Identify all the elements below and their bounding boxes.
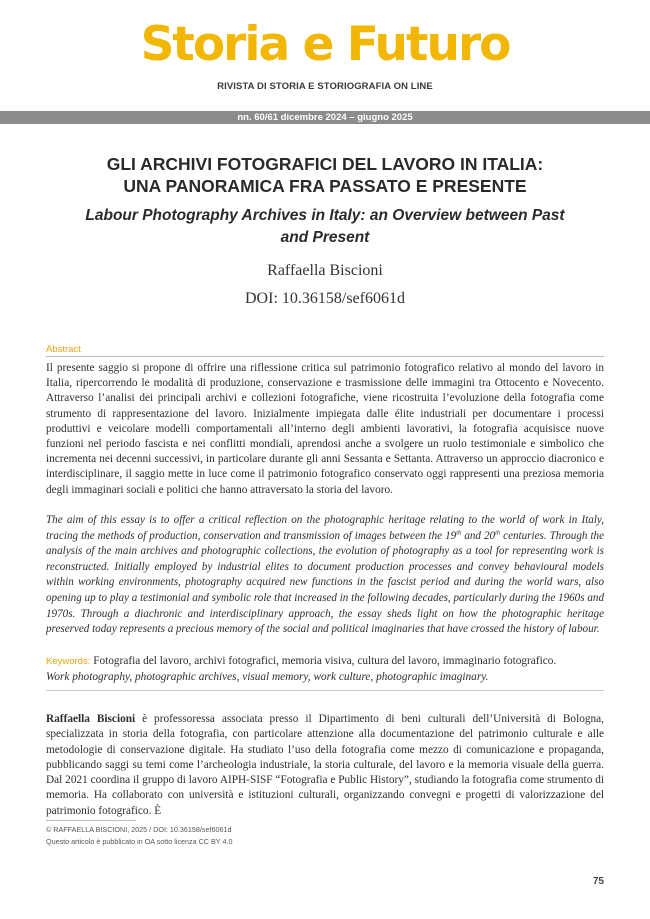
journal-subtitle: RIVISTA DI STORIA E STORIOGRAFIA ON LINE [217, 81, 433, 92]
abstract-italian: Il presente saggio si propone di offrire una riflessione critica sul patrimonio fotografico relativo al mondo del lavoro in Italia, ripercorrendo le modalità di produzione, conservazione e trasmissione delle immagini tra Ottocento e Novecento. Attraverso l’analisi dei principali archivi e collezioni fotografiche, viene ricostruita l’evoluzione della fotografia come strumento di rappresentazione del lavoro. Inizialmente impiegata dalle élite industriali per documentare i processi produttivi e veicolare modelli comportamentali all’interno degli ambienti lavorativi, la fotografia acquisisce nuove funzioni nel periodo fascista e nei conflitti mondiali, aprendosi anche a svolgere un ruolo testimoniale e simbolico che incrementa nei decenni successivi, in particolare durante gli anni Sessanta e Settanta. Attraverso un approccio diacronico e interdisciplinare, il saggio mette in luce come il patrimonio fotografico conservato oggi rappresenti una preziosa memoria degli immaginari sociali e politici che hanno attraversato la storia del lavoro. [46, 362, 604, 496]
title-it-line-1: GLI ARCHIVI FOTOGRAFICI DEL LAVORO IN ITALIA: [106, 154, 544, 174]
article-title-italian [40, 153, 610, 197]
copyright-line: © RAFFAELLA BISCIONI, 2025 / DOI: 10.36158/sef6061d [46, 825, 232, 834]
author-bio [46, 712, 604, 819]
abstract-en-part-3: centuries. Through the analysis of the main archives and photographic collections, the evolution of photography as a tool for representing work is reconstructed. Initially employed by industrial elites to document production processes and convey behavioural models within working environments, photography acquired new functions in the fascist period and during the world wars, also opening up to play a testimonial and symbolic role that increased in the following decades, particularly during the 1960s and 1970s. Through a diachronic and interdisciplinary approach, the essay sheds light on how the photographic heritage preserved today represents a precious memory of the social and political imaginaries that have crossed the history of labour. [46, 529, 605, 636]
article-title-english [40, 205, 610, 249]
keywords-it-text: Fotografia del lavoro, archivi fotografici, memoria visiva, cultura del lavoro, immaginario fotografico. [93, 655, 557, 667]
abstract-en-part-1: The aim of this essay is to offer a critical reflection on the photographic heritage relating to the world of work in Italy, tracing the methods of production, conservation and transmission of images between the 19 [46, 514, 604, 542]
bio-text: è professoressa associata presso il Dipartimento di beni culturali dell’Università di Bologna, specializzata in storia della fotografia, con particolare attenzione alla documentazione del patrimonio culturale e alle metodologie di conservazione digitale. Ha studiato l’uso della fotografia come mezzo di comunicazione e propaganda, pubblicando saggi su temi come l’archeologia industriale, la storia culturale, del lavoro e la memoria visuale della guerra. Dal 2021 coordina il gruppo di lavoro AIPH-SISF “Fotografia e Public History”, studiando la fotografia come strumento di memoria. Ha collaborato con università e istituzioni culturali, organizzando convegni e progetti di valorizzazione del patrimonio fotografico. È [46, 713, 604, 817]
keywords-english: Work photography, photographic archives, visual memory, work culture, photographic imaginary. [46, 670, 489, 683]
keywords-divider [46, 690, 604, 691]
abstract-heading: Abstract [46, 344, 604, 357]
footnote-divider [46, 820, 136, 821]
abstract-english [46, 513, 604, 638]
title-en-line-1: Labour Photography Archives in Italy: an Overview between Past [85, 207, 565, 224]
author-name: Raffaella Biscioni [267, 262, 383, 279]
keywords-block [46, 654, 604, 685]
superscript-th-2: th [495, 528, 501, 536]
bio-author-name: Raffaella Biscioni [46, 713, 136, 725]
abstract-en-part-2: and 20 [461, 529, 496, 542]
keywords-italian [46, 654, 604, 670]
superscript-th-1: th [456, 528, 462, 536]
license-line: Questo articolo è pubblicato in OA sotto licenza CC BY 4.0 [46, 837, 233, 846]
article-doi: DOI: 10.36158/sef6061d [245, 290, 405, 307]
issue-bar: nn. 60/61 dicembre 2024 – giugno 2025 [0, 111, 650, 124]
title-en-line-2: and Present [280, 229, 370, 246]
title-it-line-2: UNA PANORAMICA FRA PASSATO E PRESENTE [123, 176, 527, 196]
journal-title: Storia e Futuro [140, 17, 510, 72]
masthead [0, 18, 650, 72]
keywords-label: Keywords: [46, 656, 91, 667]
page-number: 75 [592, 876, 604, 887]
